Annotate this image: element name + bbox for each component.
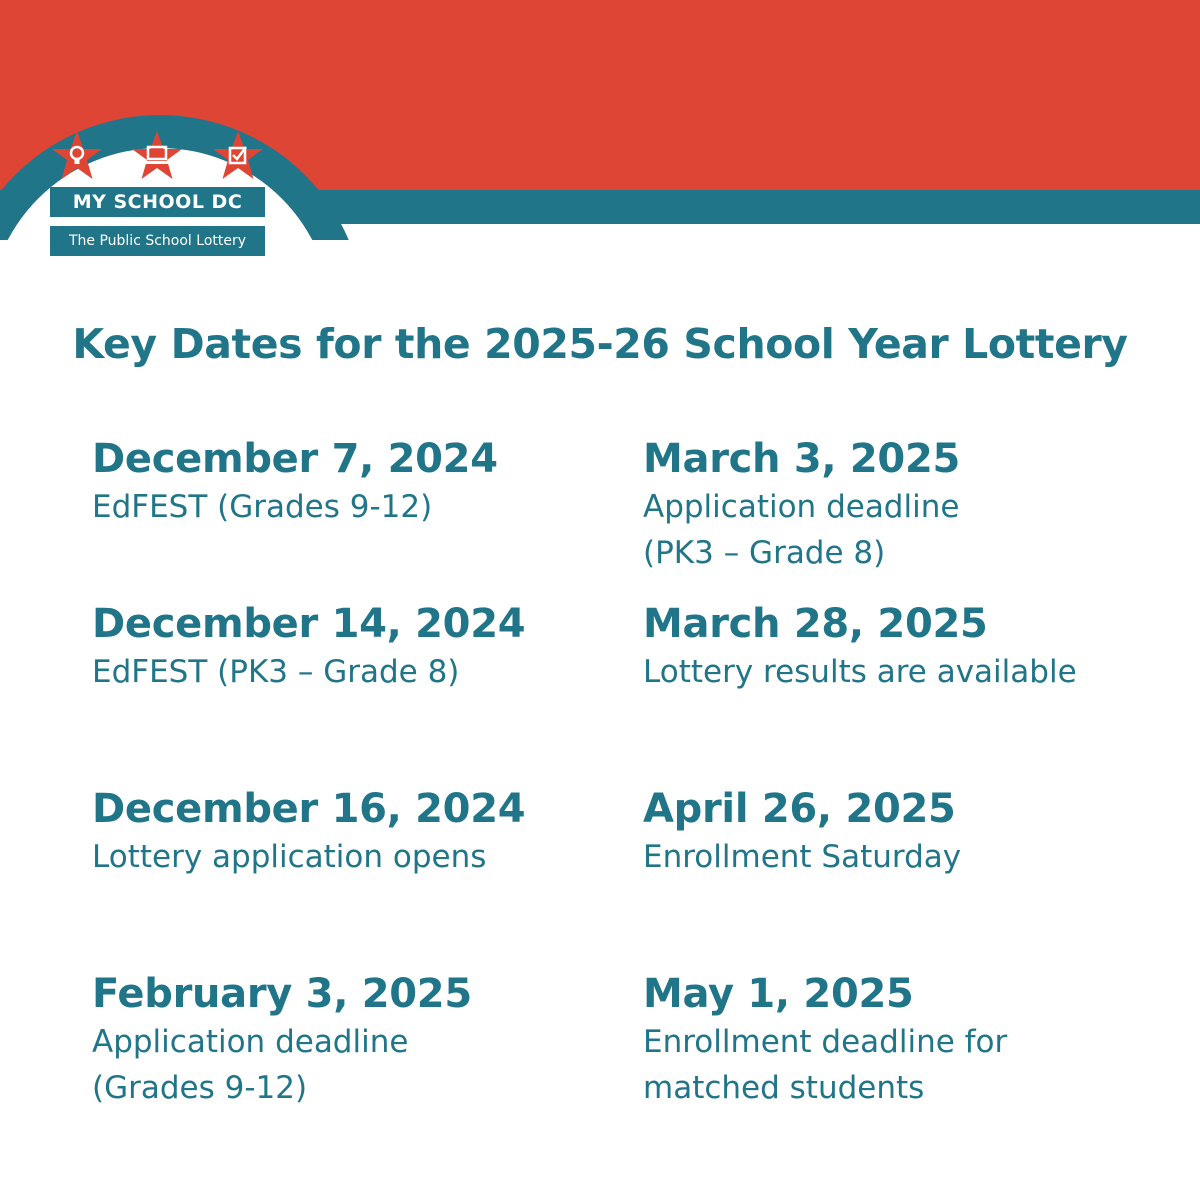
event-item xyxy=(92,434,632,530)
logo-stars xyxy=(50,130,265,188)
event-date: December 7, 2024 xyxy=(92,436,498,482)
event-description: EdFEST (Grades 9-12) xyxy=(92,489,433,525)
event-description: EdFEST (PK3 – Grade 8) xyxy=(92,654,460,690)
event-date: February 3, 2025 xyxy=(92,971,472,1017)
logo-name: MY SCHOOL DC xyxy=(50,187,265,217)
event-description: Lottery results are available xyxy=(643,654,1077,690)
event-item xyxy=(643,434,1183,576)
checkbox-icon xyxy=(211,130,265,184)
event-description: Enrollment Saturday xyxy=(643,839,962,875)
page-title: Key Dates for the 2025-26 School Year Lottery xyxy=(72,320,1128,368)
lightbulb-icon xyxy=(50,130,104,184)
event-date: April 26, 2025 xyxy=(643,786,956,832)
event-date: March 3, 2025 xyxy=(643,436,961,482)
event-item xyxy=(643,599,1183,695)
event-description: Lottery application opens xyxy=(92,839,487,875)
logo-tagline: The Public School Lottery xyxy=(50,226,265,256)
computer-icon xyxy=(130,130,184,184)
my-school-dc-logo xyxy=(50,130,265,213)
event-date: December 16, 2024 xyxy=(92,786,526,832)
event-description: Enrollment deadline for matched students xyxy=(643,1024,1008,1106)
event-item xyxy=(92,784,632,880)
event-date: May 1, 2025 xyxy=(643,971,914,1017)
event-date: December 14, 2024 xyxy=(92,601,526,647)
event-item xyxy=(92,599,632,695)
event-description: Application deadline (PK3 – Grade 8) xyxy=(643,489,960,571)
event-item xyxy=(643,784,1183,880)
event-date: March 28, 2025 xyxy=(643,601,988,647)
event-description: Application deadline (Grades 9-12) xyxy=(92,1024,409,1106)
event-item xyxy=(92,969,632,1111)
event-item xyxy=(643,969,1183,1111)
